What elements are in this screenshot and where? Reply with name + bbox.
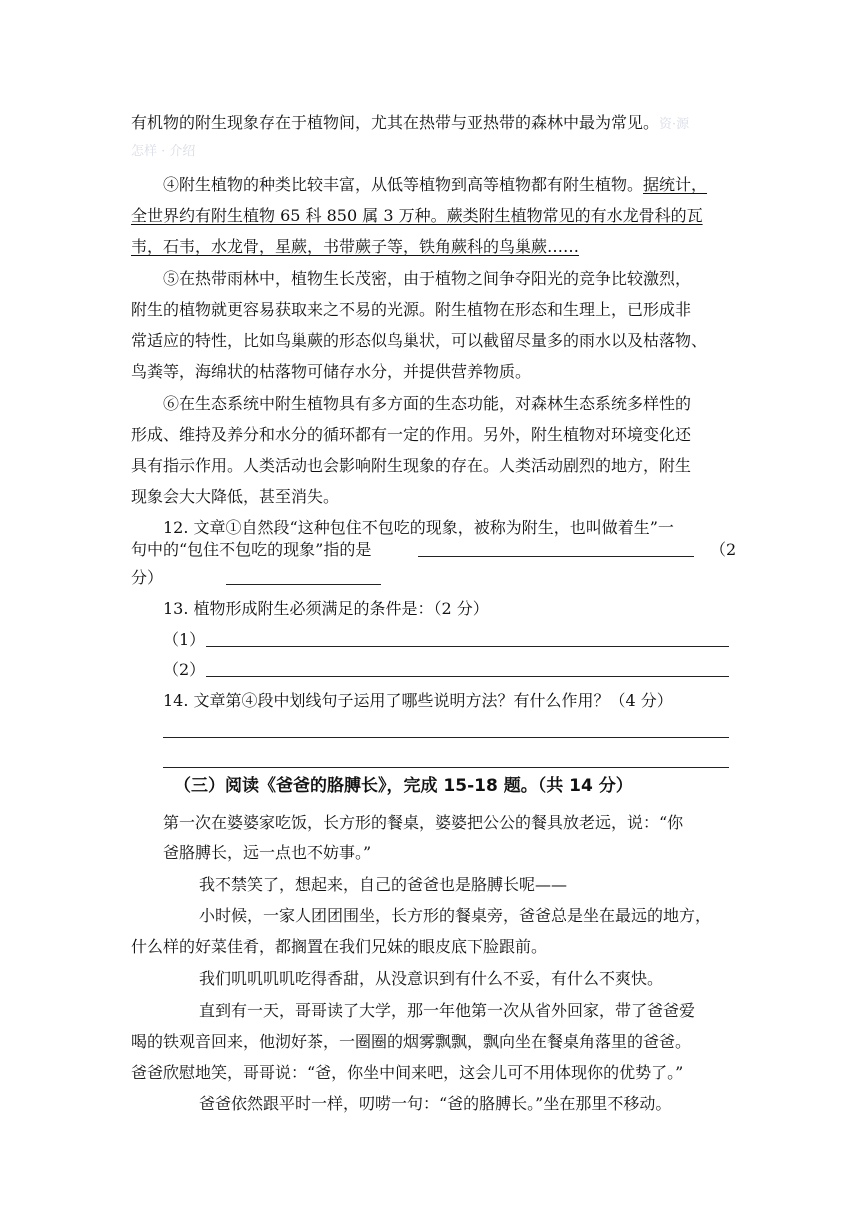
answer-blank[interactable] [226,584,381,585]
story-paragraph: 第一次在婆婆家吃饭，长方形的餐桌，婆婆把公公的餐具放老远，说：“你 [163,813,684,832]
answer-blank[interactable] [206,646,729,647]
question-12: 12. 文章①自然段“这种包住不包吃的现象，被称为附生，也叫做着生”一 [163,518,674,537]
watermark-text: 怎样 · 介绍 [131,144,196,159]
question-13: 13. 植物形成附生必须满足的条件是：（2 分） [163,599,489,618]
score-label: 分） [131,568,164,587]
story-paragraph: 直到有一天，哥哥读了大学，那一年他第一次从省外回家，带了爸爸爱 [199,1001,696,1020]
underlined-sentence: 全世界约有附生植物 65 科 850 属 3 万种。蕨类附生植物常见的有水龙骨科的瓦 [131,206,703,225]
text-line: 有机物的附生现象存在于植物间，尤其在热带与亚热带的森林中最为常见。资·源 [131,113,690,132]
section-heading: （三）阅读《爸爸的胳膊长》，完成 15-18 题。（共 14 分） [174,776,633,796]
answer-label: （1） [163,630,206,649]
story-paragraph: 我们叽叽叽叽吃得香甜，从没意识到有什么不妥，有什么不爽快。 [199,969,664,988]
story-paragraph: 什么样的好菜佳肴，都搁置在我们兄妹的眼皮底下脸跟前。 [131,937,548,956]
paragraph-6: ⑥在生态系统中附生植物具有多方面的生态功能，对森林生态系统多样性的 [163,394,692,413]
answer-blank[interactable] [163,737,729,738]
paragraph-6: 具有指示作用。人类活动也会影响附生现象的存在。人类活动剧烈的地方，附生 [131,456,692,475]
story-paragraph: 爸爸依然跟平时一样，叨唠一句：“爸的胳膊长。”坐在那里不移动。 [199,1094,672,1113]
paragraph-6: 形成、维持及养分和水分的循环都有一定的作用。另外，附生植物对环境变化还 [131,425,692,444]
underlined-sentence: 韦，石韦，水龙骨，星蕨，书带蕨子等，铁角蕨科的鸟巢蕨…… [131,237,580,256]
story-paragraph: 喝的铁观音回来，他沏好茶，一圈圈的烟雾飘飘，飘向坐在餐桌角落里的爸爸。 [131,1032,692,1051]
answer-label: （2） [163,660,206,679]
watermark-text: 资·源 [659,117,690,132]
question-14: 14. 文章第④段中划线句子运用了哪些说明方法？有什么作用？（4 分） [163,691,673,710]
paragraph-5: 附生的植物就更容易获取来之不易的光源。附生植物在形态和生理上，已形成非 [131,300,692,319]
answer-blank[interactable] [418,556,694,557]
paragraph-5: 常适应的特性，比如鸟巢蕨的形态似鸟巢状，可以截留尽量多的雨水以及枯落物、 [131,331,708,350]
paragraph-4: ④附生植物的种类比较丰富，从低等植物到高等植物都有附生植物。据统计， [163,175,708,194]
paragraph-6: 现象会大大降低，甚至消失。 [131,487,340,506]
paragraph-5: ⑤在热带雨林中，植物生长茂密，由于植物之间争夺阳光的竞争比较激烈， [163,269,692,288]
score-label: （2 [710,540,737,559]
story-paragraph: 爸胳膊长，远一点也不妨事。” [163,843,372,862]
question-12: 句中的“包住不包吃的现象”指的是 [131,540,372,559]
story-paragraph: 我不禁笑了，想起来，自己的爸爸也是胳膊长呢—— [199,875,568,894]
answer-blank[interactable] [206,676,729,677]
story-paragraph: 小时候，一家人团团围坐，长方形的餐桌旁，爸爸总是坐在最远的地方， [199,906,712,925]
paragraph-5: 鸟粪等，海绵状的枯落物可储存水分，并提供营养物质。 [131,362,532,381]
answer-blank[interactable] [163,767,729,768]
story-paragraph: 爸爸欣慰地笑，哥哥说：“爸，你坐中间来吧，这会儿可不用体现你的优势了。” [131,1063,684,1082]
